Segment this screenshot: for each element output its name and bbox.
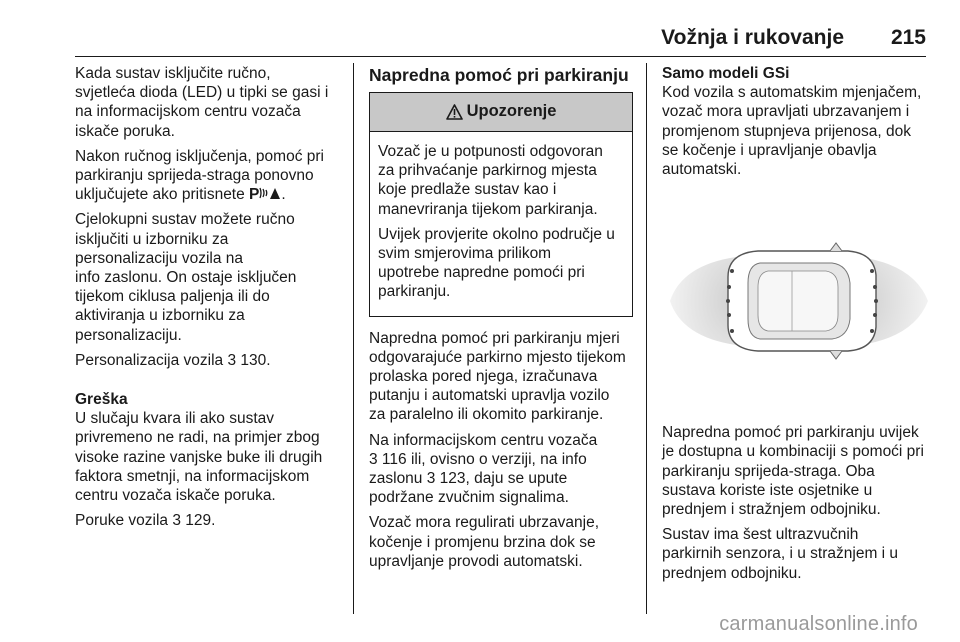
paragraph: Cjelokupni sustav možete ručno isključiti u izborniku za personalizaciju vozila na info zaslonu. On ostaje isključen tijekom ciklusa paljenja ili do aktiviranja u izborniku za personalizaciju. (75, 211, 297, 344)
column-2 (369, 64, 633, 577)
page-number: 215 (890, 26, 926, 49)
warning-triangle-icon (446, 104, 463, 120)
paragraph: Personalizacija vozila 3 130. (75, 351, 271, 369)
paragraph: Napredna pomoć pri parkiranju uvijek je dostupna u kombinaciji s pomoći pri parkiranju sprijeda-straga. Oba sustava koriste iste osjetnike u prednjem i stražnjem odbojniku. (662, 424, 924, 519)
parking-assist-icon: P (249, 186, 281, 203)
page-reference-link[interactable]: 3 130. (227, 351, 271, 369)
column-1 (75, 64, 347, 536)
chapter-title: Vožnja i rukovanje (661, 26, 844, 49)
page-header (0, 22, 926, 62)
section-heading: Greška (75, 391, 128, 409)
paragraph: Sustav ima šest ultrazvučnih parkirnih senzora, i u stražnjem i u prednjem odbojniku. (662, 526, 899, 582)
paragraph: Kod vozila s automatskim mjenjačem, vozač mora upravljati ubrzavanjem i promjenom stupnjeva prijenosa, dok se kočenje i upravljanje obavlja automatski. (662, 84, 922, 179)
watermark: carmanualsonline.info (719, 613, 918, 635)
paragraph: Napredna pomoć pri parkiranju mjeri odgovarajuće parkirno mjesto tijekom prolaska pored njega, izračunava putanju i automatski upravlja vozilo za paralelno ili okomito parkiranje. (369, 329, 626, 424)
column-divider-2 (646, 63, 647, 614)
section-heading: Samo modeli GSi (662, 65, 790, 82)
parking-sensor-illustration (662, 191, 936, 411)
paragraph: Kada sustav isključite ručno, svjetleća dioda (LED) u tipki se gasi i na informacijskom centru vozača iskače poruka. (75, 65, 329, 140)
warning-box (369, 92, 633, 317)
paragraph: Poruke vozila 3 129. (75, 512, 216, 530)
header-rule (75, 56, 926, 57)
car-sensor-diagram (662, 191, 936, 411)
paragraph: U slučaju kvara ili ako sustav privremeno ne radi, na primjer zbog visoke razine vanjske buke ili drugih faktora smetnji, na informacijskom centru vozača iskače poruka. (75, 410, 323, 505)
column-3 (662, 64, 934, 589)
paragraph: Vozač mora regulirati ubrzavanje, kočenje i promjenu brzina dok se upravljanje provodi automatski. (369, 514, 600, 570)
warning-header (370, 93, 632, 132)
paragraph: Nakon ručnog isključenja, pomoć pri parkiranju sprijeda-straga ponovno uključujete ako pritisnete P . (75, 147, 324, 204)
warning-body (370, 132, 632, 316)
column-divider-1 (353, 63, 354, 614)
paragraph: Na informacijskom centru vozača 3 116 ili, ovisno o verziji, na info zaslonu 3 123, daju se upute podržane zvučnim signalima. (369, 431, 598, 507)
page-reference-link[interactable]: 3 116 (369, 450, 407, 468)
warning-label: Upozorenje (466, 102, 557, 121)
warning-paragraph: Vozač je u potpunosti odgovoran za prihvaćanje parkirnog mjesta koje predlaže sustav kao i manevriranja tijekom parkiranja. (378, 143, 603, 218)
page-reference-link[interactable]: 3 129. (172, 512, 216, 530)
warning-paragraph: Uvijek provjerite okolno područje u svim smjerovima prilikom upotrebe napredne pomoći pri parkiranju. (378, 225, 615, 301)
section-title: Napredna pomoć pri parkiranju (369, 65, 629, 85)
page-reference-link[interactable]: 3 123 (426, 470, 466, 488)
